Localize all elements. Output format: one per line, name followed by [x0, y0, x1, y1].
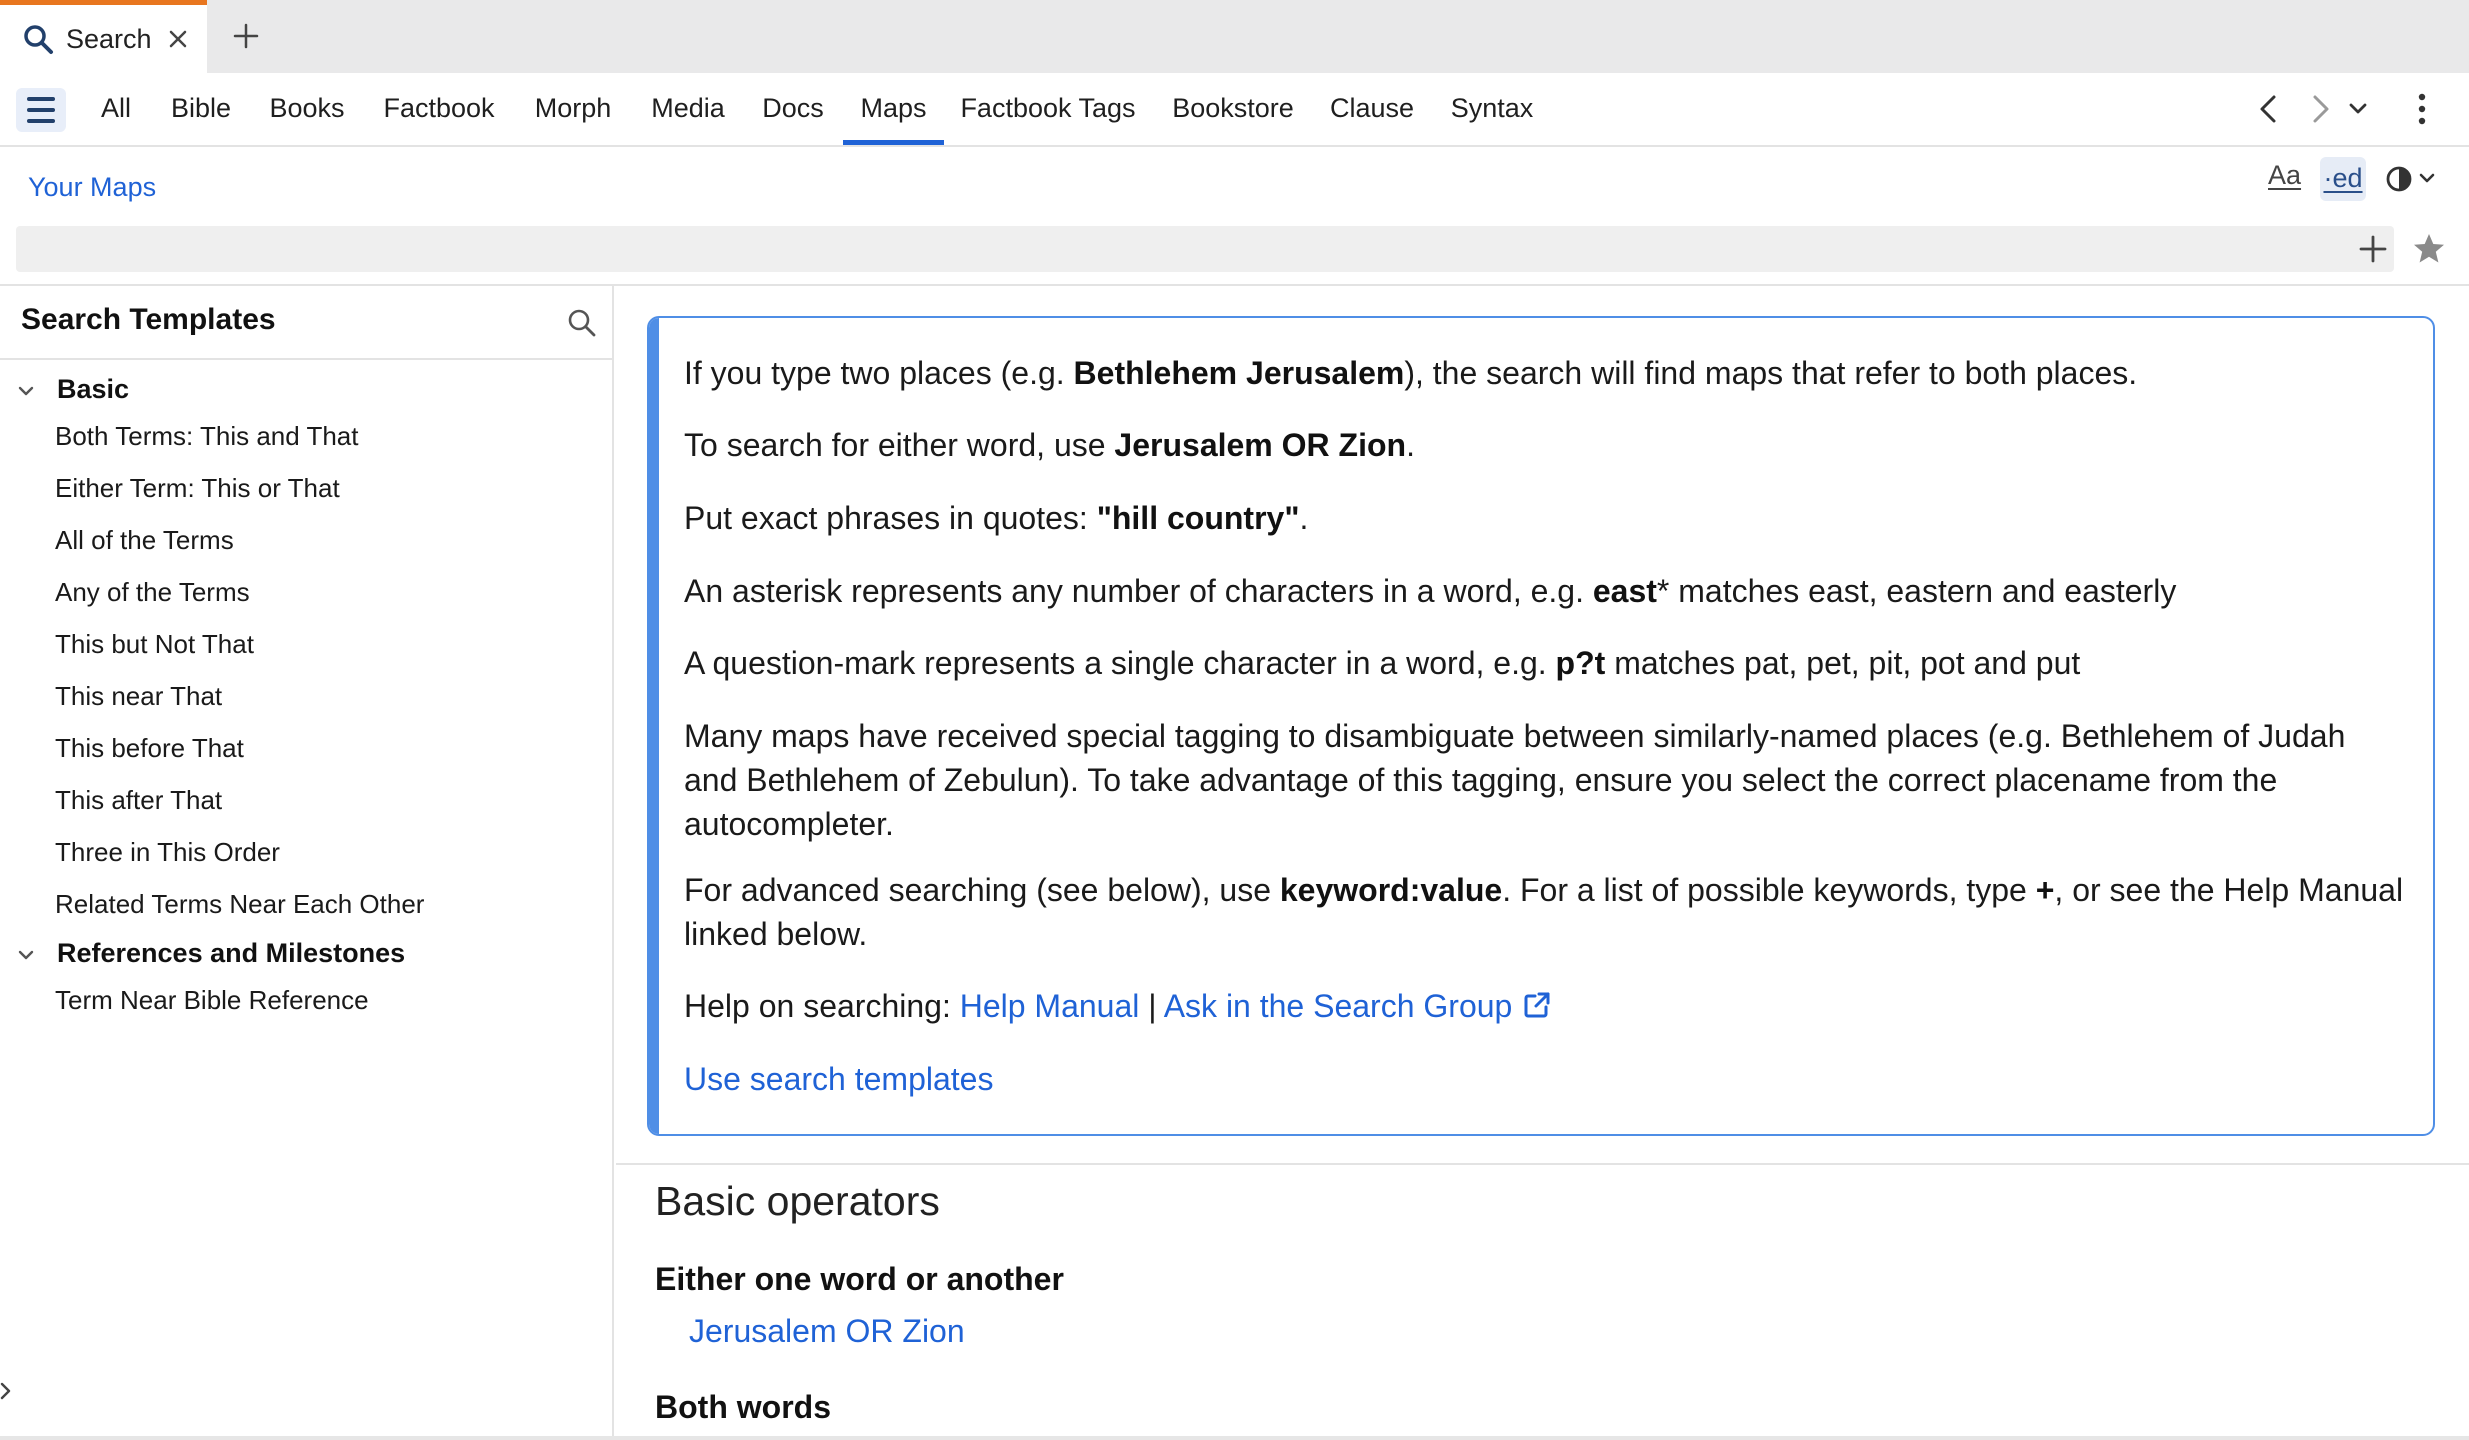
help-asterisk: An asterisk represents any number of characters in a word, e.g. east* matches east, eastern and easterly [684, 573, 2177, 609]
menu-hamburger-icon[interactable] [16, 88, 66, 132]
help-links-row: Help on searching: Help Manual | Ask in the Search Group [684, 984, 2404, 1028]
resource-nav-bar [0, 73, 2469, 147]
chevron-right-icon[interactable] [2305, 93, 2335, 125]
chevron-down-icon [16, 945, 36, 965]
category-label: Basic [57, 374, 130, 404]
content-divider [616, 1163, 2469, 1165]
new-tab-plus-icon[interactable] [232, 22, 260, 50]
template-item[interactable]: This but Not That [55, 629, 254, 659]
contrast-icon[interactable] [2383, 162, 2439, 196]
search-icon [22, 23, 54, 55]
help-or-operator: To search for either word, use Jerusalem OR Zion. [684, 427, 1415, 463]
panel-collapse-chevron-icon[interactable] [0, 1379, 14, 1403]
nav-tab-syntax[interactable]: Syntax [1450, 93, 1534, 123]
tab-search[interactable] [0, 0, 207, 73]
template-item[interactable]: This near That [55, 681, 223, 711]
nav-tab-maps[interactable]: Maps [843, 73, 944, 145]
nav-tab-bible[interactable]: Bible [170, 93, 232, 123]
search-group-link[interactable]: Ask in the Search Group [1163, 988, 1513, 1024]
both-words-heading: Both words [655, 1389, 831, 1425]
your-maps-link[interactable]: Your Maps [28, 172, 157, 202]
help-accent-bar [649, 318, 659, 1134]
external-link-icon[interactable] [1522, 990, 1552, 1020]
chevron-down-icon[interactable] [2346, 97, 2370, 121]
chevron-left-icon[interactable] [2254, 93, 2284, 125]
template-item[interactable]: Either Term: This or That [55, 473, 340, 503]
either-word-heading: Either one word or another [655, 1261, 1064, 1297]
bottom-edge [0, 1436, 2469, 1440]
tab-title: Search [66, 23, 152, 54]
basic-operators-heading: Basic operators [655, 1178, 940, 1224]
tab-strip [0, 0, 2469, 73]
use-search-templates-link[interactable]: Use search templates [684, 1061, 994, 1097]
either-word-example-link[interactable]: Jerusalem OR Zion [689, 1313, 965, 1349]
template-item[interactable]: Related Terms Near Each Other [55, 889, 425, 919]
more-vertical-icon[interactable] [2412, 91, 2432, 127]
nav-tab-bookstore[interactable]: Bookstore [1172, 93, 1294, 123]
chevron-down-icon [16, 381, 36, 401]
plus-icon[interactable] [2358, 234, 2388, 264]
help-question-mark: A question-mark represents a single character in a word, e.g. p?t matches pat, pet, pit, pot and put [684, 645, 2081, 681]
template-item[interactable]: All of the Terms [55, 525, 234, 555]
panel-title: Search Templates [21, 303, 276, 336]
nav-tab-clause[interactable]: Clause [1330, 93, 1415, 123]
nav-tab-books[interactable]: Books [269, 93, 345, 123]
nav-tab-morph[interactable]: Morph [534, 93, 612, 123]
template-item[interactable]: Term Near Bible Reference [55, 985, 369, 1015]
category-label: References and Milestones [57, 938, 406, 968]
nav-tab-media[interactable]: Media [651, 93, 725, 123]
nav-tab-all[interactable]: All [100, 93, 131, 123]
nav-tab-factbook-tags[interactable]: Factbook Tags [960, 93, 1136, 123]
help-tagging: Many maps have received special tagging to disambiguate between similarly-named places (e.g. Bethlehem of Judah and Bethlehem of Zebulun). To take advantage of this tagging, ensure you select the correct placename from the autocompleter. [684, 718, 2346, 842]
search-input[interactable] [16, 226, 2394, 272]
help-advanced: For advanced searching (see below), use keyword:value. For a list of possible keywords, type +, or see the Help Manual linked below. [684, 872, 2404, 952]
panel-divider [0, 358, 612, 360]
nav-tab-factbook[interactable]: Factbook [383, 93, 495, 123]
template-item[interactable]: Any of the Terms [55, 577, 250, 607]
star-icon[interactable] [2412, 232, 2446, 266]
close-icon[interactable] [166, 27, 190, 51]
template-item[interactable]: This after That [55, 785, 223, 815]
search-icon[interactable] [566, 307, 598, 339]
help-two-places: If you type two places (e.g. Bethlehem Jerusalem), the search will find maps that refer to both places. [684, 355, 2138, 391]
template-item[interactable]: This before That [55, 733, 244, 763]
font-settings-button[interactable]: Aa [2268, 160, 2302, 190]
search-help-box [647, 316, 2435, 1136]
template-item[interactable]: Three in This Order [55, 837, 280, 867]
template-item[interactable]: Both Terms: This and That [55, 421, 359, 451]
nav-tab-docs[interactable]: Docs [762, 93, 824, 123]
help-exact-phrases: Put exact phrases in quotes: "hill country". [684, 500, 1309, 536]
search-templates-panel [0, 286, 614, 1440]
edit-mode-button[interactable]: ·ed [2320, 157, 2366, 201]
help-manual-link[interactable]: Help Manual [959, 988, 1140, 1024]
